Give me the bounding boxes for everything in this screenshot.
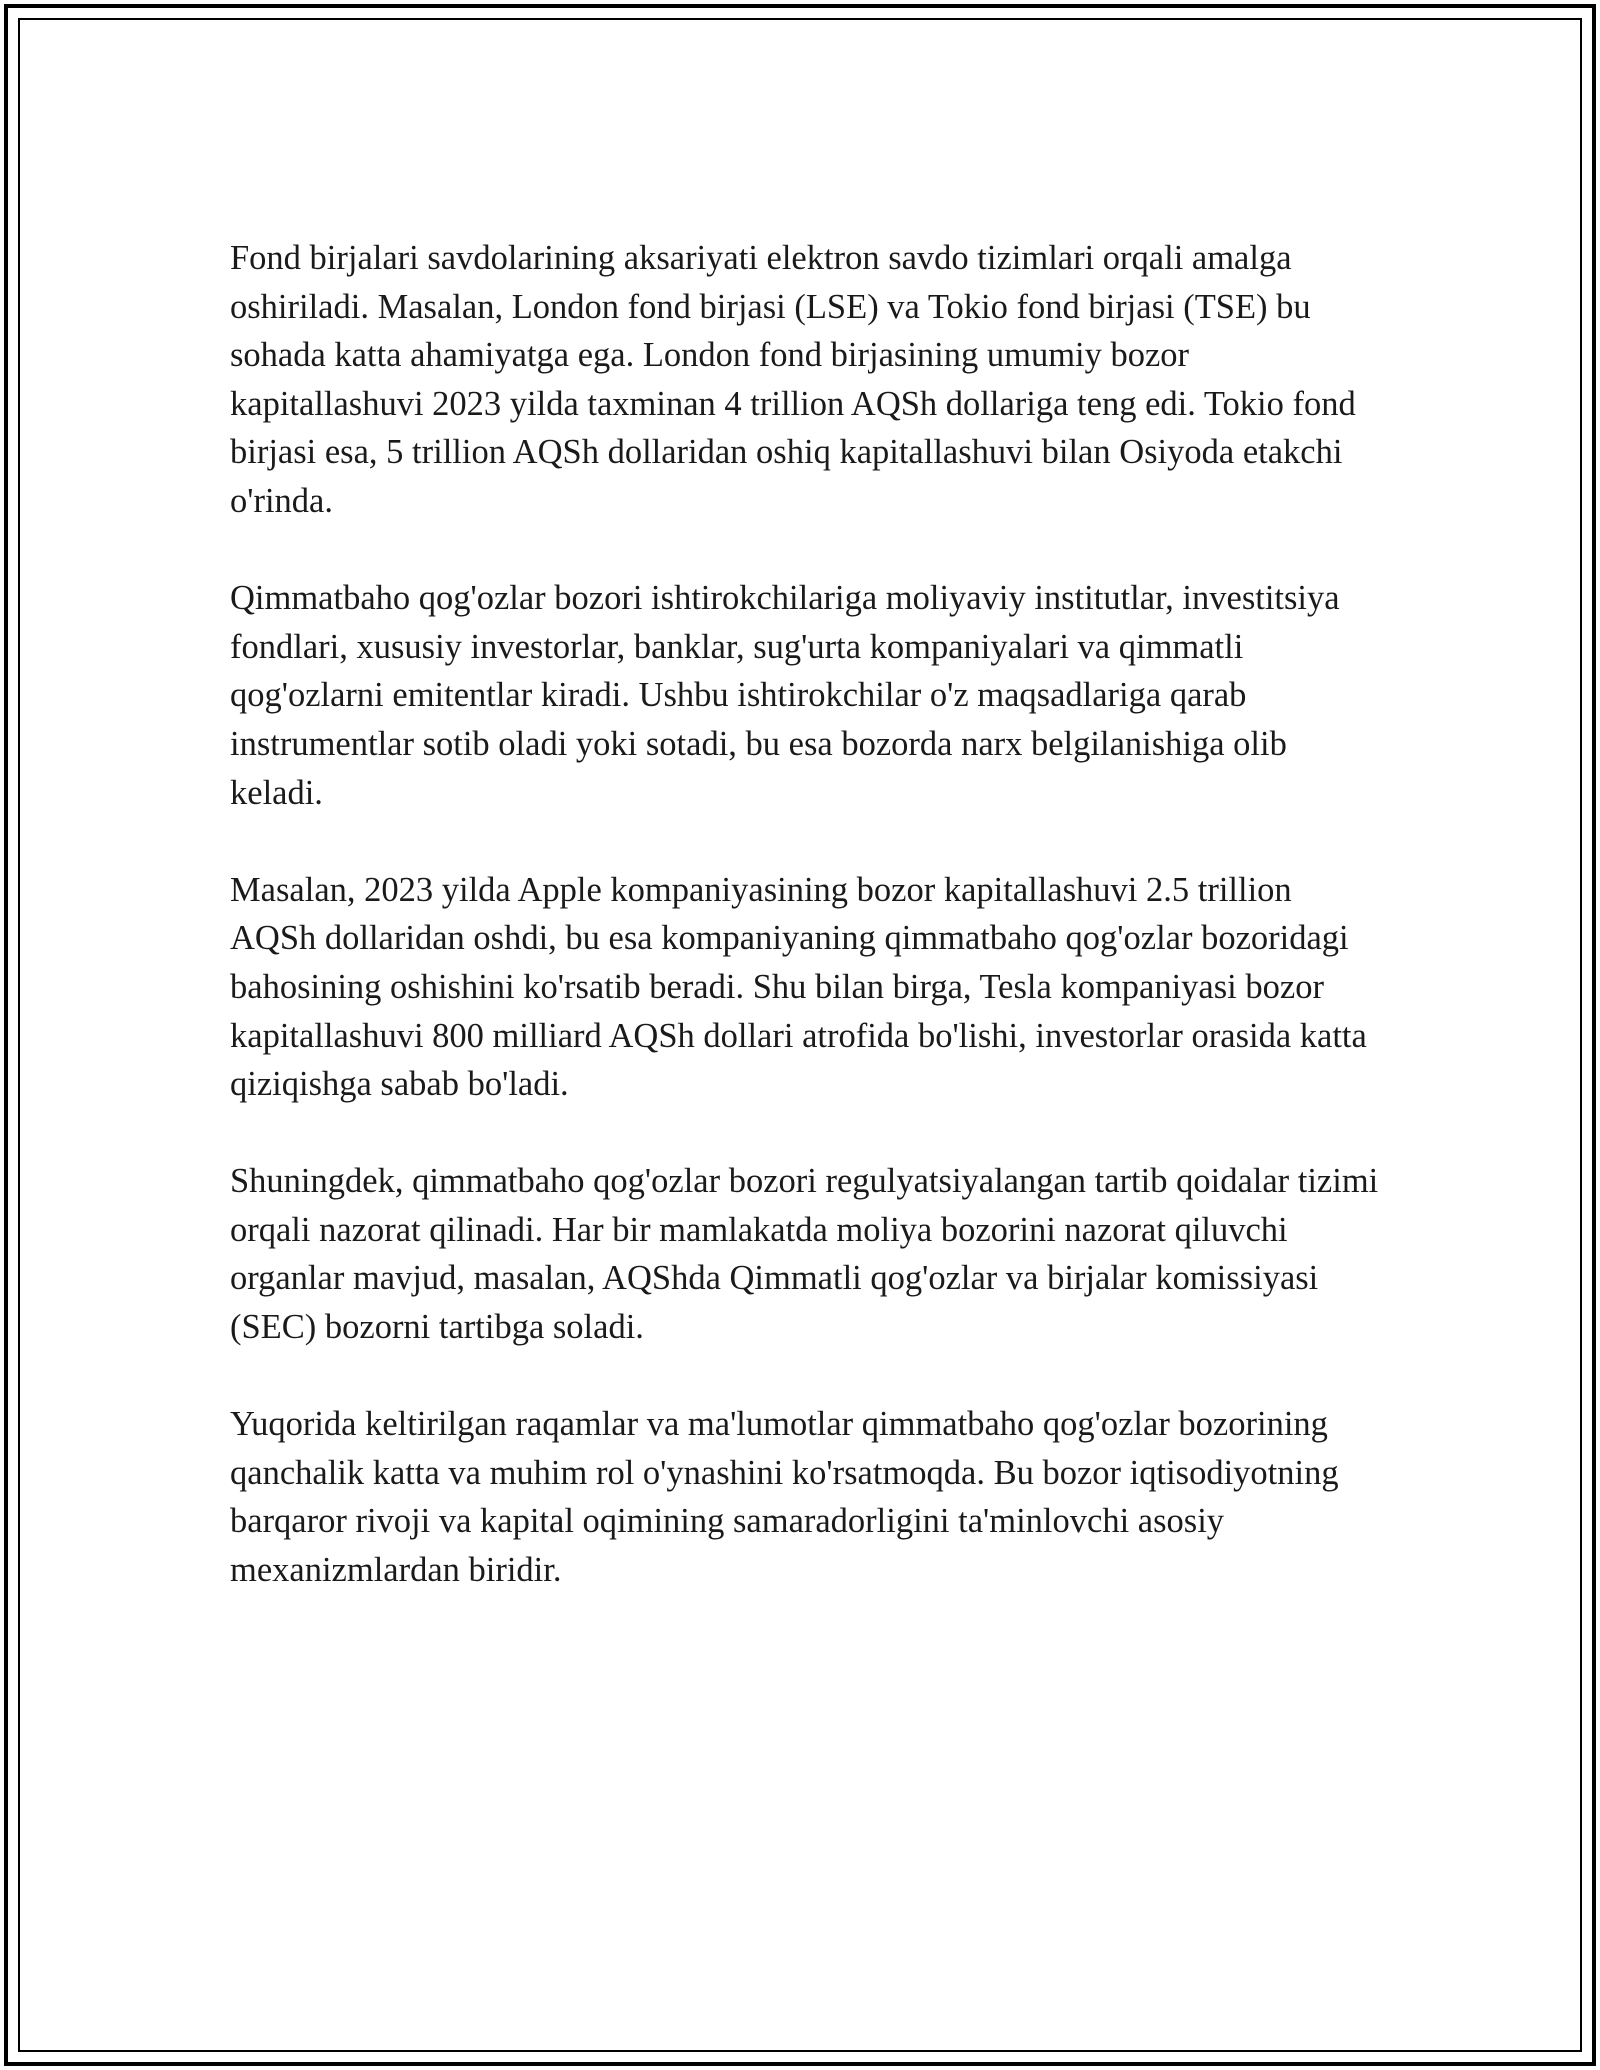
paragraph-4: Shuningdek, qimmatbaho qog'ozlar bozori regulyatsiyalangan tartib qoidalar tizimi orqali nazorat qilinadi. Har bir mamlakatda moliya bozorini nazorat qiluvchi organlar mavjud, masalan, AQShda Qimmatli qog'ozlar va birjalar komissiyasi (SEC) bozorni tartibga soladi. (230, 1162, 1379, 1347)
document-body (230, 234, 1380, 1643)
paragraph-1: Fond birjalari savdolarining aksariyati elektron savdo tizimlari orqali amalga oshiriladi. Masalan, London fond birjasi (LSE) va Tokio fond birjasi (TSE) bu sohada katta ahamiyatga ega. London fond birjasining umumiy bozor kapitallashuvi 2023 yilda taxminan 4 trillion AQSh dollariga teng edi. Tokio fond birjasi esa, 5 trillion AQSh dollaridan oshiq kapitallashuvi bilan Osiyoda etakchi o'rinda. (230, 239, 1356, 520)
paragraph-2: Qimmatbaho qog'ozlar bozori ishtirokchilariga moliyaviy institutlar, investitsiya fondlari, xususiy investorlar, banklar, sug'urta kompaniyalari va qimmatli qog'ozlarni emitentlar kiradi. Ushbu ishtirokchilar o'z maqsadlariga qarab instrumentlar sotib oladi yoki sotadi, bu esa bozorda narx belgilanishiga olib keladi. (230, 579, 1340, 812)
paragraph-3: Masalan, 2023 yilda Apple kompaniyasining bozor kapitallashuvi 2.5 trillion AQSh dollaridan oshdi, bu esa kompaniyaning qimmatbaho qog'ozlar bozoridagi bahosining oshishini ko'rsatib beradi. Shu bilan birga, Tesla kompaniyasi bozor kapitallashuvi 800 milliard AQSh dollari atrofida bo'lishi, investorlar orasida katta qiziqishga sabab bo'ladi. (230, 870, 1367, 1104)
paragraph-5: Yuqorida keltirilgan raqamlar va ma'lumotlar qimmatbaho qog'ozlar bozorining qanchalik katta va muhim rol o'ynashini ko'rsatmoqda. Bu bozor iqtisodiyotning barqaror rivoji va kapital oqimining samaradorligini ta'minlovchi asosiy mexanizmlardan biridir. (230, 1405, 1339, 1590)
